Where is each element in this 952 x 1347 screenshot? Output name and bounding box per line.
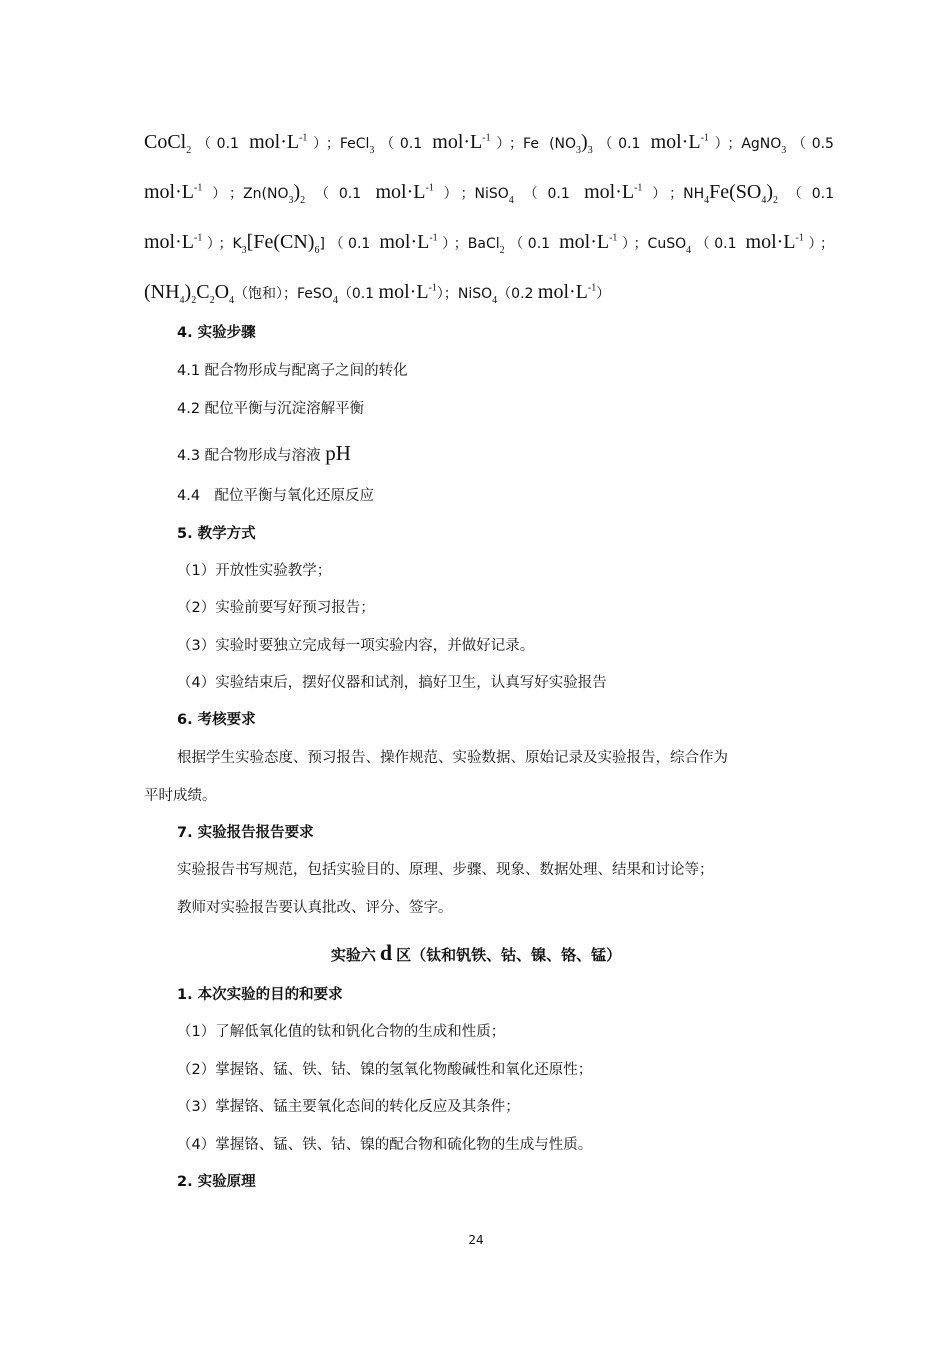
- teaching-item: （2）实验前要写好预习报告；: [177, 600, 375, 616]
- reagent-line-2: $mol\cdot L^{-1}$）；$Zn(NO_3)_2(0.1$ $mol\cdot L^{-1}$）；NiSO$_4$（0.1 $mol\cdot L^{-1}$）；$NH_4Fe(SO_4)_2(0.1$: [144, 181, 835, 206]
- assessment-paragraph-cont: 平时成绩。: [144, 788, 217, 804]
- objective-item: （3）掌握铬、锰主要氧化态间的转化反应及其条件；: [177, 1099, 520, 1115]
- reagent-line-1: CoCl$_2$（0.1 $mol\cdot L^{-1}$）；FeCl$_3$（0.1 $mol\cdot L^{-1}$）；Fe $(NO_3)_3(0.1$ $mol\cdot L^{-1}$）；AgNO$_3$（0.5: [144, 131, 834, 156]
- assessment-paragraph: 根据学生实验态度、预习报告、操作规范、实验数据、原始记录及实验报告，综合作为: [177, 750, 728, 766]
- teaching-item: （3）实验时要独立完成每一项实验内容，并做好记录。: [177, 638, 535, 654]
- principle-heading: 2. 实验原理: [177, 1174, 256, 1190]
- step-item: 4.3 配合物形成与溶液 pH: [177, 441, 351, 465]
- experiment-title: 实验六 d 区（钛和钒铁、钴、镍、铬、锰）: [330, 940, 622, 965]
- objective-item: （1）了解低氧化值的钛和钒化合物的生成和性质；: [177, 1024, 506, 1040]
- reagent-line-3: $mol\cdot L^{-1}$）；$K_3[Fe(CN)_6](0.1$ $mol\cdot L^{-1}$）；BaCl$_2$（0.1 $mol\cdot L^{-1}$）；CuSO$_4$（0.1 $mol\cdot L^{-1}$）；: [144, 231, 835, 256]
- objective-item: （4）掌握铬、锰、铁、钴、镍的配合物和硫化物的生成与性质。: [177, 1137, 593, 1153]
- teaching-item: （1）开放性实验教学；: [177, 563, 332, 579]
- objective-item: （2）掌握铬、锰、铁、钴、镍的氢氧化物酸碱性和氧化还原性；: [177, 1062, 593, 1078]
- step-item: 4.4 配位平衡与氧化还原反应: [177, 488, 375, 504]
- section-6-heading: 6. 考核要求: [177, 712, 256, 728]
- report-requirement: 教师对实验报告要认真批改、评分、签字。: [177, 900, 453, 916]
- page-number: 24: [468, 1233, 484, 1247]
- objectives-heading: 1. 本次实验的目的和要求: [177, 987, 343, 1003]
- step-item: 4.2 配位平衡与沉淀溶解平衡: [177, 401, 365, 417]
- report-requirement: 实验报告书写规范，包括实验目的、原理、步骤、现象、数据处理、结果和讨论等；: [177, 862, 714, 878]
- section-7-heading: 7. 实验报告报告要求: [177, 825, 314, 841]
- section-4-heading: 4. 实验步骤: [177, 325, 256, 341]
- teaching-item: （4）实验结束后，摆好仪器和试剂，搞好卫生，认真写好实验报告: [177, 675, 607, 691]
- section-5-heading: 5. 教学方式: [177, 526, 256, 542]
- reagent-line-4: $(NH_4)_2C_2O_4$（饱和）；FeSO$_4$（0.1 $mol\cdot L^{-1}$）；NiSO$_4$（0.2 $mol\cdot L^{-1}$）: [144, 281, 611, 306]
- step-item: 4.1 配合物形成与配离子之间的转化: [177, 363, 408, 379]
